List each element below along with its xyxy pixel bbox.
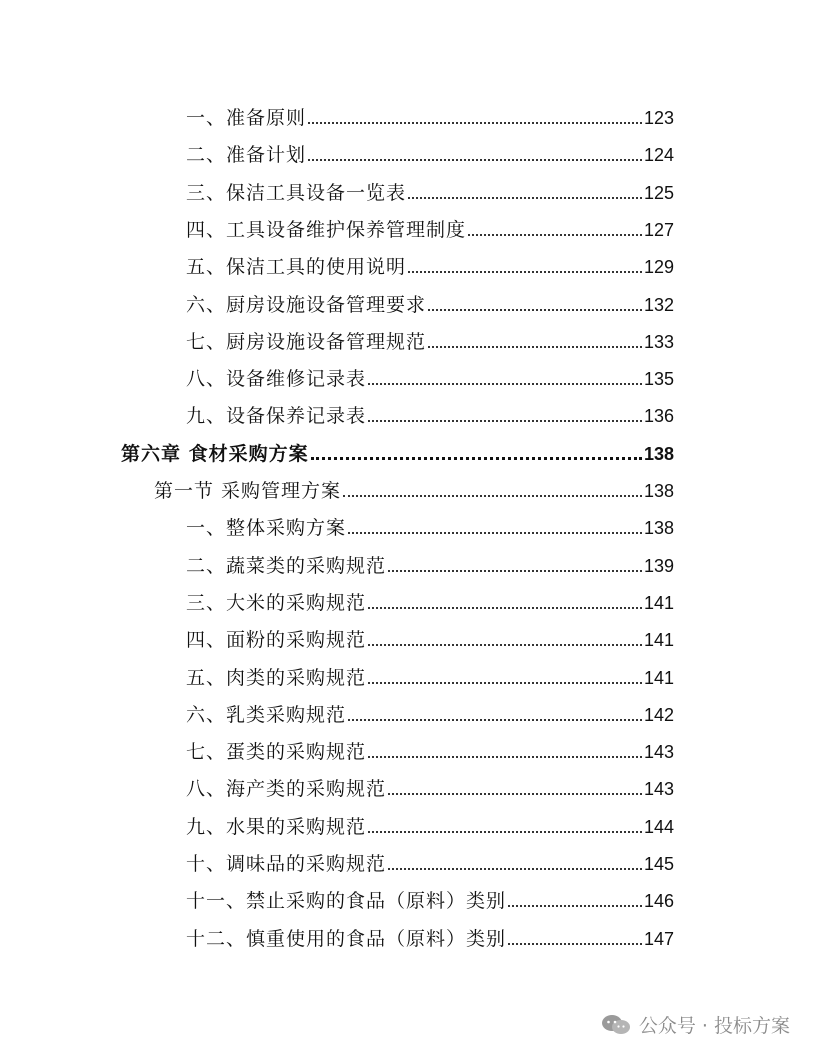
toc-entry-title: 第六章 食材采购方案 <box>121 442 309 465</box>
toc-entry-page-number: 146 <box>643 891 674 912</box>
toc-entry-item <box>186 846 674 876</box>
toc-entry-title: 九、设备保养记录表 <box>186 405 367 428</box>
toc-entry-page-number: 138 <box>643 481 674 501</box>
toc-entry-page-number: 141 <box>643 667 674 688</box>
toc-entry-item <box>186 398 674 428</box>
toc-entry-title: 八、设备维修记录表 <box>186 368 367 391</box>
toc-entry-page-number: 123 <box>643 108 674 128</box>
toc-entry-page-number: 138 <box>643 518 674 539</box>
toc-entry-page-number: 127 <box>643 219 674 240</box>
toc-entry-title: 七、厨房设施设备管理规范 <box>186 330 427 353</box>
toc-entry-title: 八、海产类的采购规范 <box>186 778 387 801</box>
toc-entry-section <box>154 473 674 503</box>
toc-entry-page-number: 143 <box>643 742 674 763</box>
toc-entry-chapter <box>121 436 674 466</box>
toc-dot-leader <box>368 644 642 646</box>
toc-entry-item <box>186 510 674 540</box>
toc-dot-leader <box>368 756 642 758</box>
toc-entry-page-number: 136 <box>643 406 674 427</box>
toc-entry-page-number: 141 <box>643 630 674 651</box>
toc-entry-item <box>186 921 674 951</box>
toc-entry-title: 六、乳类采购规范 <box>186 703 347 726</box>
toc-entry-page-number: 144 <box>643 816 674 837</box>
toc-dot-leader <box>428 346 642 348</box>
toc-entry-page-number: 129 <box>643 257 674 278</box>
toc-entry-item <box>186 771 674 801</box>
watermark-text: 公众号 · 投标方案 <box>638 1015 790 1037</box>
toc-entry-page-number: 125 <box>643 182 674 203</box>
toc-dot-leader <box>508 943 642 945</box>
toc-dot-leader <box>508 905 642 907</box>
toc-dot-leader <box>368 831 642 833</box>
toc-entry-page-number: 124 <box>643 145 674 166</box>
toc-entry-page-number: 145 <box>643 854 674 874</box>
toc-entry-item <box>186 548 674 578</box>
toc-dot-leader <box>308 159 642 161</box>
toc-dot-leader <box>368 420 642 422</box>
toc-entry-page-number: 143 <box>643 779 674 800</box>
toc-entry-title: 一、整体采购方案 <box>186 517 347 540</box>
toc-entry-title: 二、蔬菜类的采购规范 <box>186 554 387 577</box>
toc-entry-page-number: 138 <box>643 443 674 464</box>
toc-dot-leader <box>388 868 642 870</box>
toc-dot-leader <box>388 793 642 795</box>
toc-entry-item <box>186 212 674 242</box>
toc-entry-title: 五、肉类的采购规范 <box>186 666 367 689</box>
toc-entry-page-number: 141 <box>643 592 674 613</box>
toc-dot-leader <box>408 271 642 273</box>
toc-entry-item <box>186 697 674 727</box>
toc-entry-title: 九、水果的采购规范 <box>186 815 367 838</box>
toc-entry-item <box>186 734 674 764</box>
toc-entry-item <box>186 361 674 391</box>
toc-dot-leader <box>368 607 642 609</box>
toc-entry-title: 第一节 采购管理方案 <box>154 480 342 502</box>
toc-entry-page-number: 132 <box>643 294 674 315</box>
toc-entry-item <box>186 100 674 130</box>
toc-entry-page-number: 142 <box>643 704 674 725</box>
toc-entry-item <box>186 249 674 279</box>
toc-dot-leader <box>308 122 642 124</box>
toc-entry-item <box>186 585 674 615</box>
toc-dot-leader <box>388 570 642 572</box>
toc-entry-page-number: 139 <box>643 555 674 576</box>
toc-entry-title: 七、蛋类的采购规范 <box>186 741 367 764</box>
toc-dot-leader <box>311 457 642 460</box>
toc-entry-page-number: 135 <box>643 369 674 390</box>
toc-entry-item <box>186 175 674 205</box>
toc-dot-leader <box>348 719 642 721</box>
toc-entry-page-number: 147 <box>643 928 674 949</box>
toc-entry-title: 十一、禁止采购的食品（原料）类别 <box>186 890 507 913</box>
toc-dot-leader <box>368 383 642 385</box>
toc-dot-leader <box>368 682 642 684</box>
toc-entry-title: 五、保洁工具的使用说明 <box>186 256 407 279</box>
toc-dot-leader <box>408 197 642 199</box>
toc-entry-item <box>186 883 674 913</box>
toc-entry-title: 十、调味品的采购规范 <box>186 853 387 875</box>
toc-entry-title: 三、大米的采购规范 <box>186 591 367 614</box>
wechat-icon <box>601 1014 631 1036</box>
toc-dot-leader <box>348 532 642 534</box>
toc-entry-item <box>186 287 674 317</box>
toc-entry-item <box>186 324 674 354</box>
toc-entry-title: 四、面粉的采购规范 <box>186 629 367 652</box>
toc-entry-title: 六、厨房设施设备管理要求 <box>186 293 427 316</box>
toc-entry-item <box>186 137 674 167</box>
toc-entry-title: 三、保洁工具设备一览表 <box>186 181 407 204</box>
toc-entry-title: 一、准备原则 <box>186 107 307 129</box>
toc-dot-leader <box>468 234 642 236</box>
toc-entry-page-number: 133 <box>643 331 674 352</box>
toc-entry-item <box>186 622 674 652</box>
toc-entry-item <box>186 809 674 839</box>
toc-entry-title: 二、准备计划 <box>186 144 307 167</box>
toc-entry-title: 四、工具设备维护保养管理制度 <box>186 218 467 241</box>
toc-entry-title: 十二、慎重使用的食品（原料）类别 <box>186 927 507 950</box>
watermark <box>601 1011 790 1038</box>
toc-entry-item <box>186 660 674 690</box>
toc-dot-leader <box>343 495 642 497</box>
toc-dot-leader <box>428 309 642 311</box>
